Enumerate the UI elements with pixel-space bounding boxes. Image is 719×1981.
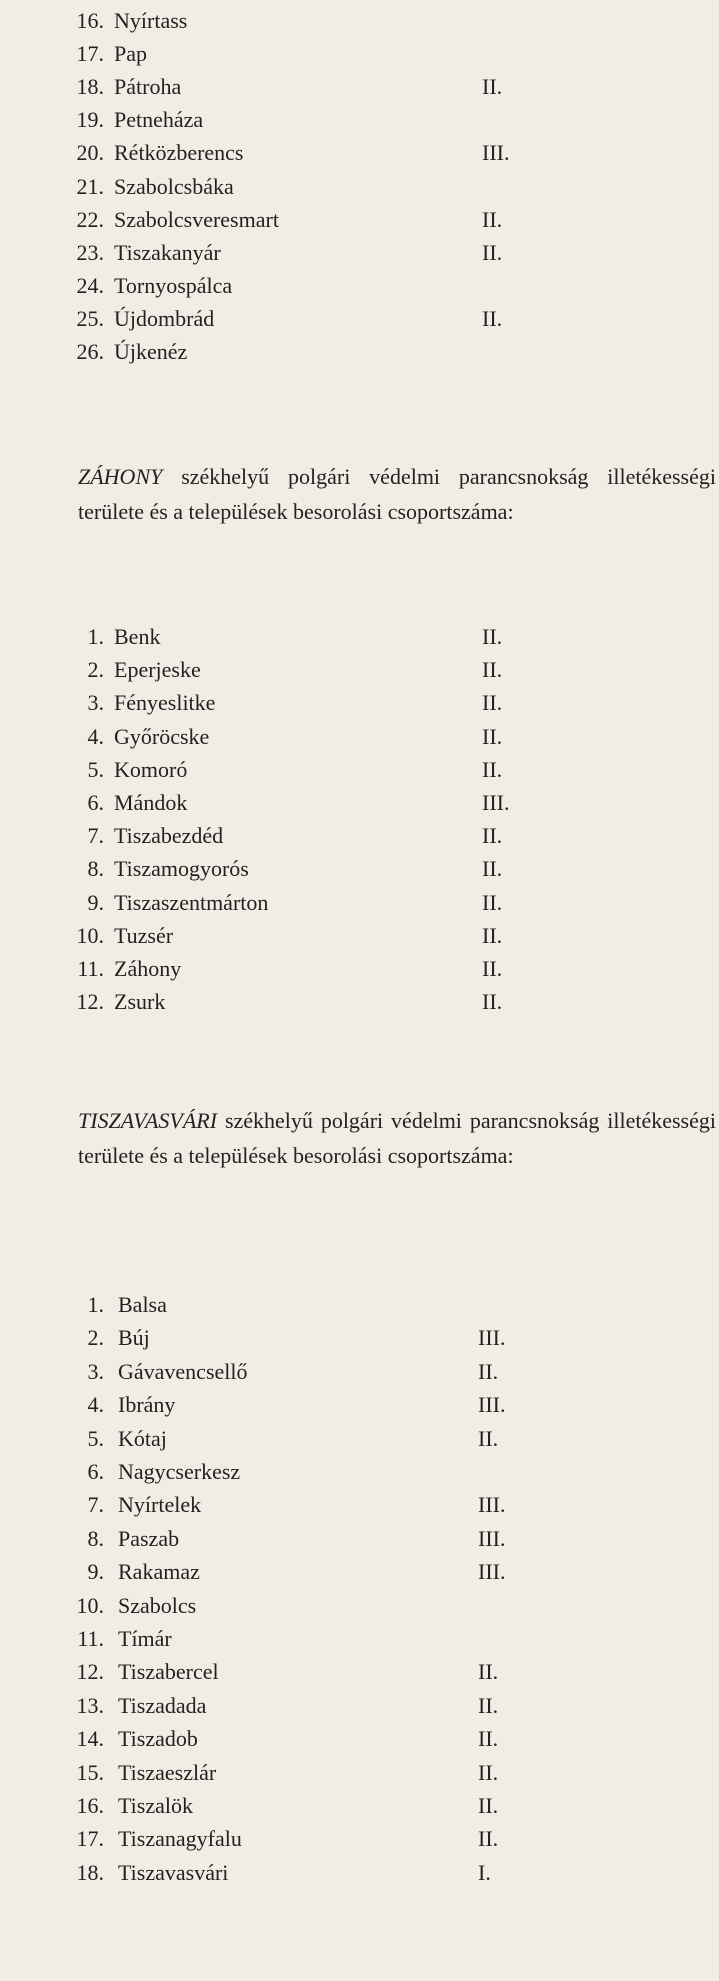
item-class: II. xyxy=(478,1759,499,1785)
item-name: Záhony xyxy=(114,956,182,981)
item-name: Győröcske xyxy=(114,723,210,749)
list-item xyxy=(0,820,719,852)
item-number: 2. xyxy=(87,657,104,683)
item-name: Tiszamogyorós xyxy=(114,856,249,882)
zahony-heading xyxy=(78,459,716,529)
list-item xyxy=(0,1423,719,1455)
item-name: Pátroha xyxy=(114,74,182,100)
list-item xyxy=(0,986,719,1018)
item-name: Balsa xyxy=(118,1292,167,1317)
item-name: Tornyospálca xyxy=(114,272,233,298)
item-name: Szabolcsbáka xyxy=(114,173,234,199)
item-number: 1. xyxy=(87,624,104,649)
list-item xyxy=(0,5,719,37)
item-class: II. xyxy=(482,823,503,849)
list-item xyxy=(0,1456,719,1488)
item-number: 7. xyxy=(87,1492,104,1518)
item-class: II. xyxy=(482,305,503,331)
list-item xyxy=(0,1322,719,1354)
list-item xyxy=(0,1690,719,1722)
item-number: 17. xyxy=(76,41,104,67)
item-name: Tiszadob xyxy=(118,1726,198,1752)
item-name: Tiszanagyfalu xyxy=(118,1826,242,1852)
list-item xyxy=(0,1757,719,1789)
list-item xyxy=(0,171,719,203)
list-item xyxy=(0,38,719,70)
item-number: 5. xyxy=(87,1425,104,1451)
list-item xyxy=(0,270,719,302)
item-number: 11. xyxy=(77,956,104,981)
item-number: 3. xyxy=(87,1358,104,1384)
list-item xyxy=(0,1556,719,1588)
item-class: III. xyxy=(478,1525,506,1551)
item-number: 21. xyxy=(76,173,104,199)
list-item xyxy=(0,336,719,368)
item-name: Paszab xyxy=(118,1525,180,1551)
item-name: Petneháza xyxy=(114,107,204,133)
item-name: Tiszabezdéd xyxy=(114,823,224,849)
list-item xyxy=(0,204,719,236)
item-name: Szabolcs xyxy=(118,1592,197,1618)
item-name: Zsurk xyxy=(114,989,166,1015)
list-item xyxy=(0,1656,719,1688)
item-class: I. xyxy=(478,1859,491,1885)
item-class: II. xyxy=(478,1358,499,1384)
item-class: III. xyxy=(478,1492,506,1518)
item-number: 2. xyxy=(87,1325,104,1351)
list-item xyxy=(0,71,719,103)
item-name: Tiszakanyár xyxy=(114,239,221,265)
item-class: II. xyxy=(482,922,503,948)
item-class: II. xyxy=(482,856,503,882)
item-name: Búj xyxy=(118,1325,150,1351)
item-class: III. xyxy=(478,1392,506,1418)
item-class: II. xyxy=(482,956,503,981)
item-class: III. xyxy=(478,1325,506,1351)
list-item xyxy=(0,654,719,686)
item-name: Rétközberencs xyxy=(114,140,244,166)
item-name: Eperjeske xyxy=(114,657,201,683)
item-name: Nyírtass xyxy=(114,8,188,33)
list-item xyxy=(0,1289,719,1321)
item-name: Tiszavasvári xyxy=(118,1859,229,1885)
list-item xyxy=(0,721,719,753)
item-number: 7. xyxy=(87,823,104,849)
item-name: Benk xyxy=(114,624,161,649)
item-number: 6. xyxy=(87,1459,104,1484)
item-number: 25. xyxy=(76,305,104,331)
item-number: 15. xyxy=(76,1759,104,1785)
list-item xyxy=(0,787,719,819)
list-item xyxy=(0,687,719,719)
item-class: II. xyxy=(482,723,503,749)
item-number: 16. xyxy=(76,1793,104,1818)
item-number: 20. xyxy=(76,140,104,166)
item-number: 16. xyxy=(76,8,104,33)
zahony-heading-town: ZÁHONY xyxy=(78,464,163,489)
item-class: II. xyxy=(478,1659,499,1685)
list-item xyxy=(0,1389,719,1421)
list-item xyxy=(0,953,719,985)
list-item xyxy=(0,920,719,952)
item-class: II. xyxy=(482,206,503,232)
item-number: 13. xyxy=(76,1692,104,1718)
item-number: 23. xyxy=(76,239,104,265)
item-name: Rakamaz xyxy=(118,1559,200,1585)
item-name: Tiszalök xyxy=(118,1793,193,1818)
item-class: II. xyxy=(482,239,503,265)
list-item xyxy=(0,237,719,269)
item-number: 12. xyxy=(76,1659,104,1685)
item-number: 8. xyxy=(87,856,104,882)
item-class: II. xyxy=(478,1425,499,1451)
item-name: Tiszaszentmárton xyxy=(114,889,269,915)
list-item xyxy=(0,1623,719,1655)
tiszavasvari-heading xyxy=(78,1103,716,1173)
list-item xyxy=(0,1723,719,1755)
item-name: Tiszabercel xyxy=(118,1659,219,1685)
item-name: Tiszadada xyxy=(118,1692,207,1718)
list-item xyxy=(0,754,719,786)
tiszavasvari-heading-text: székhelyű polgári védelmi parancsnokság illetékességi területe és a települések besorolási csoportszáma: xyxy=(78,1108,716,1168)
item-number: 8. xyxy=(87,1525,104,1551)
item-number: 1. xyxy=(87,1292,104,1317)
item-number: 9. xyxy=(87,1559,104,1585)
item-number: 4. xyxy=(87,1392,104,1418)
item-name: Tiszaeszlár xyxy=(118,1759,217,1785)
list-item xyxy=(0,137,719,169)
item-class: III. xyxy=(478,1559,506,1585)
item-class: II. xyxy=(482,756,503,782)
item-name: Komoró xyxy=(114,756,188,782)
item-name: Újdombrád xyxy=(114,305,215,331)
list-item xyxy=(0,1823,719,1855)
item-class: II. xyxy=(482,624,503,649)
item-number: 4. xyxy=(87,723,104,749)
item-class: II. xyxy=(478,1692,499,1718)
item-number: 3. xyxy=(87,690,104,716)
item-number: 9. xyxy=(87,889,104,915)
list-item xyxy=(0,1489,719,1521)
zahony-heading-text: székhelyű polgári védelmi parancsnokság illetékességi területe és a települések besorolási csoportszáma: xyxy=(78,464,716,524)
item-class: II. xyxy=(482,889,503,915)
item-class: II. xyxy=(482,657,503,683)
list-item xyxy=(0,887,719,919)
item-class: II. xyxy=(482,74,503,100)
item-class: II. xyxy=(478,1726,499,1752)
list-item xyxy=(0,853,719,885)
item-name: Szabolcsveresmart xyxy=(114,206,279,232)
item-number: 19. xyxy=(76,107,104,133)
item-class: III. xyxy=(482,790,510,815)
item-number: 10. xyxy=(76,1592,104,1618)
list-item xyxy=(0,1790,719,1822)
item-name: Nagycserkesz xyxy=(118,1459,241,1484)
list-item xyxy=(0,1523,719,1555)
item-class: II. xyxy=(482,690,503,716)
item-number: 12. xyxy=(76,989,104,1015)
item-name: Mándok xyxy=(114,790,188,815)
item-class: II. xyxy=(478,1826,499,1852)
list-item xyxy=(0,1590,719,1622)
list-item xyxy=(0,1857,719,1889)
tiszavasvari-heading-town: TISZAVASVÁRI xyxy=(78,1108,218,1133)
item-name: Tuzsér xyxy=(114,922,174,948)
list-item xyxy=(0,621,719,653)
item-name: Kótaj xyxy=(118,1425,167,1451)
item-name: Újkenéz xyxy=(114,339,188,364)
item-name: Pap xyxy=(114,41,147,67)
item-class: II. xyxy=(482,989,503,1015)
item-number: 17. xyxy=(76,1826,104,1852)
item-number: 5. xyxy=(87,756,104,782)
item-name: Tímár xyxy=(118,1626,172,1651)
item-class: III. xyxy=(482,140,510,166)
item-class: II. xyxy=(478,1793,499,1818)
item-number: 18. xyxy=(76,74,104,100)
item-number: 14. xyxy=(76,1726,104,1752)
item-number: 24. xyxy=(76,272,104,298)
item-number: 22. xyxy=(76,206,104,232)
item-number: 11. xyxy=(77,1626,104,1651)
item-number: 26. xyxy=(76,339,104,364)
item-name: Fényeslitke xyxy=(114,690,216,716)
list-item xyxy=(0,104,719,136)
item-name: Nyírtelek xyxy=(118,1492,202,1518)
item-number: 10. xyxy=(76,922,104,948)
list-item xyxy=(0,303,719,335)
item-number: 6. xyxy=(87,790,104,815)
item-name: Ibrány xyxy=(118,1392,176,1418)
item-number: 18. xyxy=(76,1859,104,1885)
item-name: Gávavencsellő xyxy=(118,1358,248,1384)
list-item xyxy=(0,1356,719,1388)
